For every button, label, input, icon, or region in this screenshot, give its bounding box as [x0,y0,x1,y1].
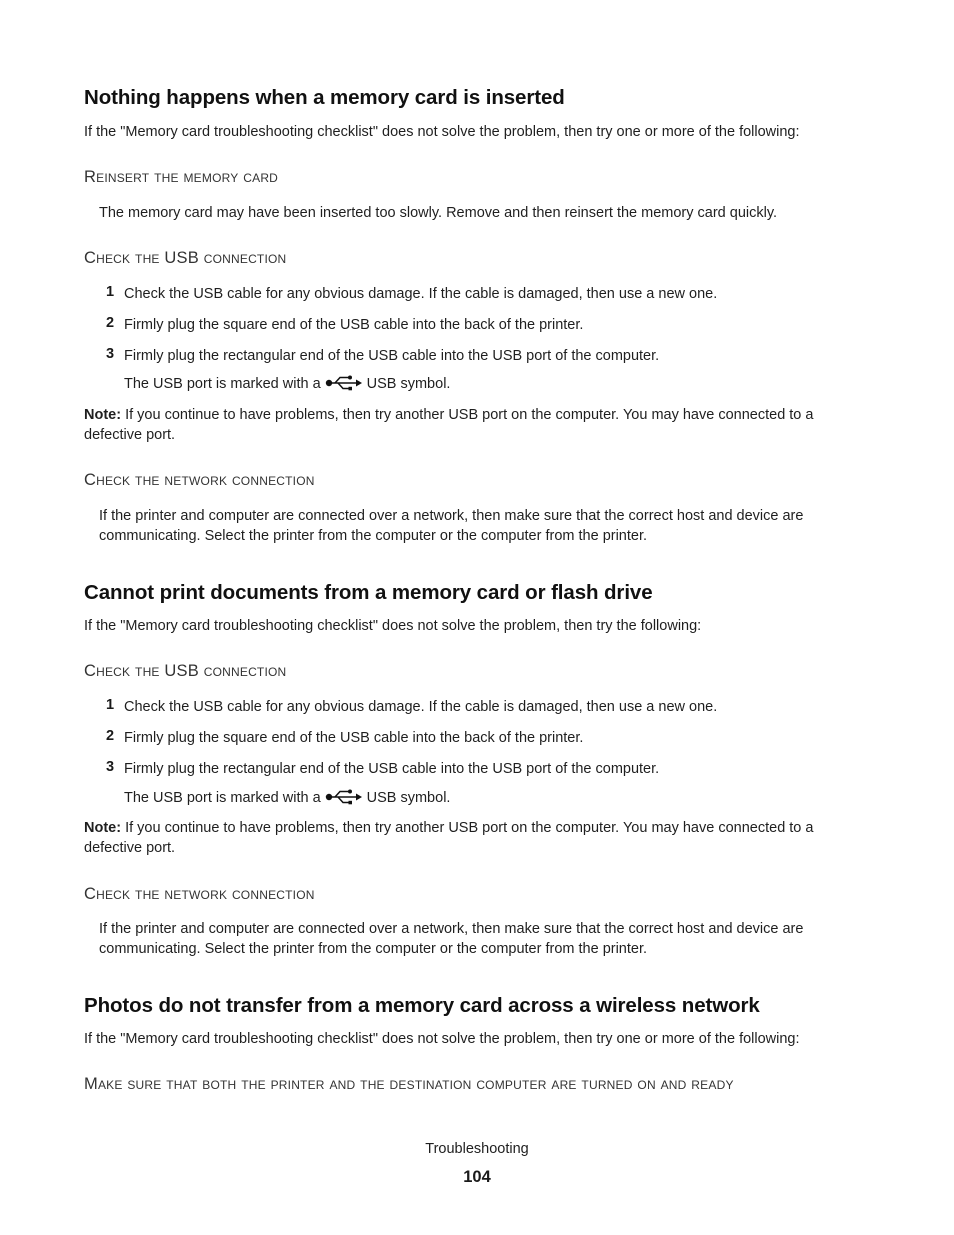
step-text: Firmly plug the rectangular end of the USB cable into the USB port of the computer. [124,348,660,364]
step-number: 1 [106,284,115,300]
subsection-title: Make sure that both the printer and the destination computer are turned on and ready [84,1075,734,1093]
usb-port-text: The USB port is marked with a [124,376,321,392]
step-number: 3 [106,346,115,362]
usb-port-text: USB symbol. [366,376,451,392]
section-heading: Nothing happens when a memory card is inserted [84,86,565,109]
step-number: 2 [106,315,115,331]
paragraph: The memory card may have been inserted too slowly. Remove and then reinsert the memory card quickly. [99,205,778,221]
subsection-title: Reinsert the memory card [84,168,279,186]
step-text: Check the USB cable for any obvious damage. If the cable is damaged, then use a new one. [124,699,718,715]
section-heading: Cannot print documents from a memory card or flash drive [84,581,653,604]
page-number: 104 [463,1168,491,1186]
section-heading: Photos do not transfer from a memory card across a wireless network [84,994,760,1017]
note-paragraph [84,818,874,858]
section-intro: If the "Memory card troubleshooting checklist" does not solve the problem, then try one or more of the following: [84,1031,800,1047]
note-label: Note: [84,820,122,836]
section-intro: If the "Memory card troubleshooting checklist" does not solve the problem, then try the following: [84,618,702,634]
usb-symbol-icon [325,375,363,397]
usb-symbol-icon [325,789,363,811]
step-text: Firmly plug the rectangular end of the USB cable into the USB port of the computer. [124,761,660,777]
section-intro: If the "Memory card troubleshooting checklist" does not solve the problem, then try one or more of the following: [84,124,800,140]
usb-port-text: The USB port is marked with a [124,790,321,806]
usb-port-line [124,374,450,397]
step-text: Firmly plug the square end of the USB cable into the back of the printer. [124,317,584,333]
step-number: 2 [106,728,115,744]
usb-port-text: USB symbol. [366,790,451,806]
subsection-title: Check the USB connection [84,249,287,267]
subsection-title: Check the USB connection [84,662,287,680]
step-text: Check the USB cable for any obvious damage. If the cable is damaged, then use a new one. [124,286,718,302]
footer-chapter: Troubleshooting [425,1141,529,1157]
step-number: 1 [106,697,115,713]
paragraph: If the printer and computer are connected over a network, then make sure that the correct host and device are communicating. Select the printer from the computer or the computer from the printer. [99,508,804,544]
note-label: Note: [84,407,122,423]
note-paragraph [84,405,874,445]
note-text: If you continue to have problems, then try another USB port on the computer. You may have connected to a defective port. [84,407,814,443]
step-number: 3 [106,759,115,775]
usb-port-line [124,788,450,811]
note-text: If you continue to have problems, then try another USB port on the computer. You may have connected to a defective port. [84,820,814,856]
paragraph: If the printer and computer are connected over a network, then make sure that the correct host and device are communicating. Select the printer from the computer or the computer from the printer. [99,921,804,957]
step-text: Firmly plug the square end of the USB cable into the back of the printer. [124,730,584,746]
subsection-title: Check the network connection [84,471,315,489]
subsection-title: Check the network connection [84,885,315,903]
